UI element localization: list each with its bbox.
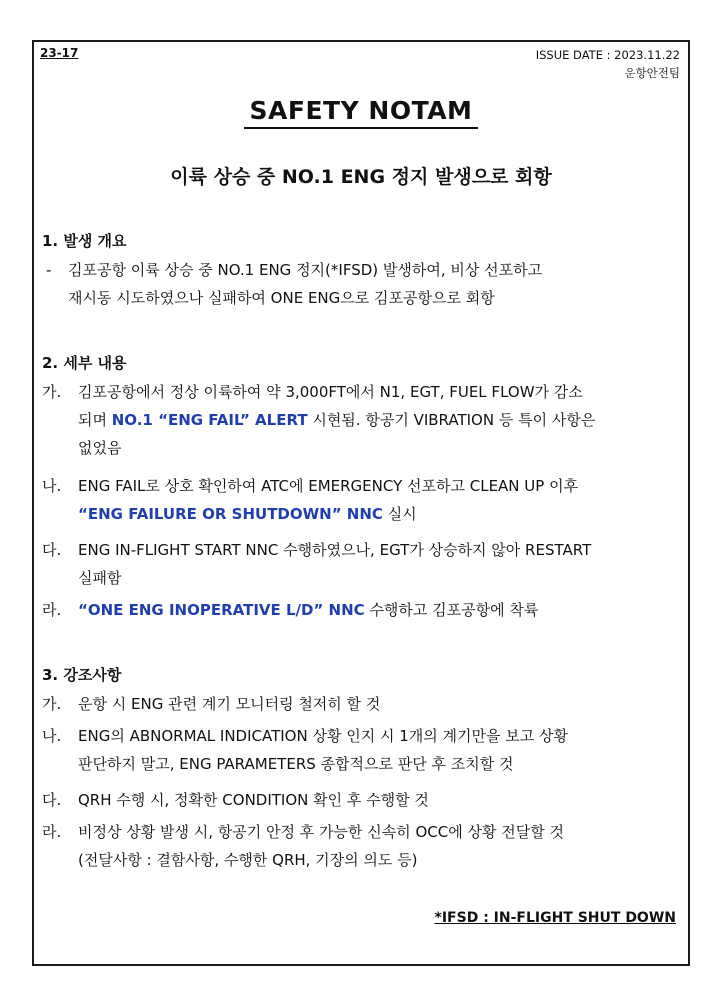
item-line: ENG FAIL로 상호 확인하여 ATC에 EMERGENCY 선포하고 CLEAN UP 이후: [78, 477, 579, 495]
section-3-item-a: [42, 690, 682, 718]
title-text: SAFETY NOTAM: [244, 96, 479, 129]
item-marker: 가.: [42, 695, 62, 713]
department: 운항안전팀: [624, 66, 680, 80]
section-3-item-b: [42, 722, 682, 778]
item-line: QRH 수행 시, 정확한 CONDITION 확인 후 수행할 것: [78, 791, 429, 809]
section-3-item-c: [42, 786, 682, 814]
item-line: 되며: [78, 411, 112, 429]
item-line: 수행하고 김포공항에 착륙: [364, 601, 539, 619]
section-3-heading: 3. 강조사항: [42, 666, 122, 684]
issue-date: ISSUE DATE : 2023.11.22: [535, 48, 680, 62]
item-marker: 나.: [42, 477, 62, 495]
item-line: 실시: [382, 505, 417, 523]
footnote: *IFSD : IN-FLIGHT SHUT DOWN: [434, 910, 676, 926]
section-2-item-d: [42, 596, 682, 624]
item-marker: 다.: [42, 791, 62, 809]
item-line: 운항 시 ENG 관련 계기 모니터링 철저히 할 것: [78, 695, 381, 713]
section-1-item: [42, 256, 682, 312]
section-2-item-b: [42, 472, 682, 528]
highlight-text: “ENG FAILURE OR SHUTDOWN” NNC: [78, 505, 383, 523]
item-line: 없었음: [78, 439, 122, 457]
item-marker: 라.: [42, 601, 62, 619]
item-line: 실패함: [78, 569, 122, 587]
item-line: 판단하지 말고, ENG PARAMETERS 종합적으로 판단 후 조치할 것: [78, 755, 514, 773]
item-line: 김포공항에서 정상 이륙하여 약 3,000FT에서 N1, EGT, FUEL FLOW가 감소: [78, 383, 583, 401]
item-line: 재시동 시도하였으나 실패하여 ONE ENG으로 김포공항으로 회항: [68, 289, 495, 307]
item-line: 시현됨. 항공기 VIBRATION 등 특이 사항은: [307, 411, 596, 429]
page-title: [34, 96, 688, 129]
item-marker: 라.: [42, 823, 62, 841]
item-line: 비정상 상황 발생 시, 항공기 안정 후 가능한 신속히 OCC에 상황 전달할 것: [78, 823, 564, 841]
issue-info: [536, 46, 680, 82]
item-marker: 가.: [42, 383, 62, 401]
item-line: ENG IN-FLIGHT START NNC 수행하였으나, EGT가 상승하지 않아 RESTART: [78, 541, 592, 559]
item-marker: 다.: [42, 541, 62, 559]
section-3-item-d: [42, 818, 682, 874]
section-2-item-c: [42, 536, 682, 592]
subtitle: 이륙 상승 중 NO.1 ENG 정지 발생으로 회항: [170, 166, 552, 188]
document-number: 23-17: [40, 46, 79, 60]
document-frame: [32, 40, 690, 966]
section-2-item-a: [42, 378, 682, 462]
item-marker: -: [46, 261, 52, 279]
item-line: ENG의 ABNORMAL INDICATION 상황 인지 시 1개의 계기만을 보고 상황: [78, 727, 568, 745]
section-1-heading: 1. 발생 개요: [42, 232, 127, 250]
highlight-text: NO.1 “ENG FAIL” ALERT: [111, 411, 308, 429]
item-marker: 나.: [42, 727, 62, 745]
item-line: 김포공항 이륙 상승 중 NO.1 ENG 정지(*IFSD) 발생하여, 비상 선포하고: [68, 261, 543, 279]
item-line: (전달사항 : 결함사항, 수행한 QRH, 기장의 의도 등): [78, 851, 418, 869]
highlight-text: “ONE ENG INOPERATIVE L/D” NNC: [78, 601, 365, 619]
section-2-heading: 2. 세부 내용: [42, 354, 127, 372]
